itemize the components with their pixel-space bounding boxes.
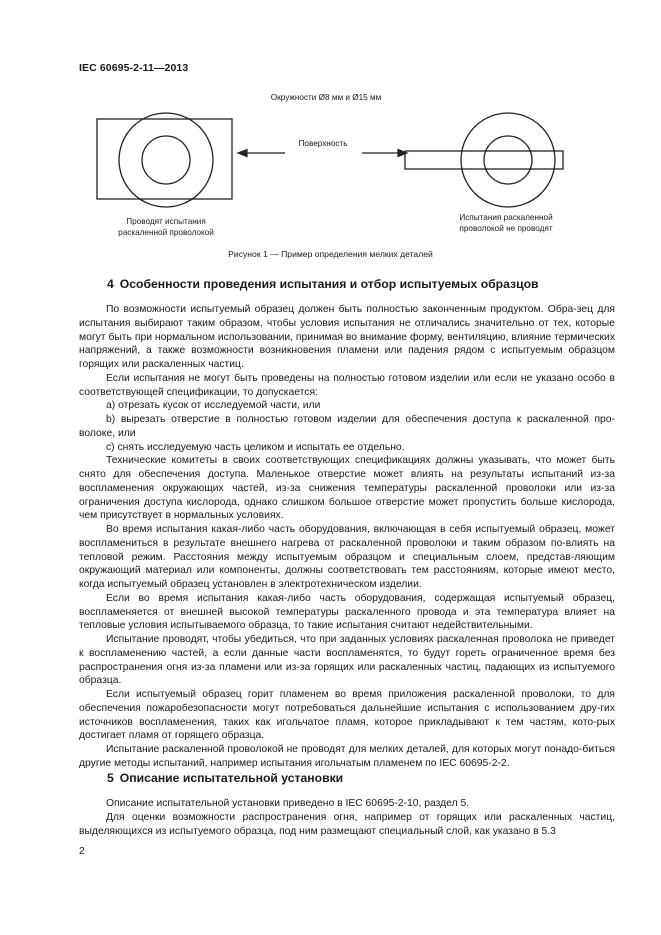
right-outer-circle [461, 113, 555, 207]
figure-left-label-line1: Проводят испытания [126, 217, 206, 226]
section-4-title: Особенности проведения испытания и отбор испытуемых образцов [119, 277, 539, 291]
figure-left-label-line2: раскаленной проволокой [118, 228, 214, 237]
figure-surface-label: Поверхность [298, 139, 348, 148]
paragraph: Испытание проводят, чтобы убедиться, что при заданных условиях раскаленная проволока не приведет к воспламенению частей, а если данные части воспламенятся, то будут гореть ограниченное время без распространения огня из-за пламени или из-за горящих или раскаленных частиц, падающих из испытуемого образца. [79, 634, 615, 687]
arrow-right [362, 150, 407, 157]
list-item: b) вырезать отверстие в полностью готовом изделии для обеспечения доступа к раскаленной про-волоке, или [79, 414, 615, 439]
paragraph: Если испытуемый образец горит пламенем во время приложения раскаленной проволоки, то для обеспечения пожаробезопасности могут потребоваться дальнейшие испытания с использованием дру-гих источников воспламенения, таких как игольчатое пламя, которое прикладывают к тем частям, кото-рых достигает пламя от горящего образца. [79, 689, 615, 742]
paragraph: Описание испытательной установки приведено в IEC 60695-2-10, раздел 5. [106, 798, 470, 809]
left-outer-circle [119, 113, 213, 207]
section-4-body [79, 303, 615, 771]
arrow-left [238, 150, 285, 157]
figure-right-label-line2: проволокой не проводят [459, 224, 553, 233]
section-5-title: Описание испытательной установки [119, 771, 344, 785]
left-inner-circle [142, 136, 190, 184]
paragraph: Если испытания не могут быть проведены на полностью готовом изделии или если не указано особо в соответствующей спецификации, то допускается: [79, 372, 615, 398]
section-5-heading [107, 771, 343, 785]
paragraph: По возможности испытуемый образец должен быть полностью законченным продуктом. Обра-зец для испытания выбирают таким образом, чтобы условия испытания не отличались значительно от тех, которые могут быть при нормальном использовании, принимая во внимание форму, вентиляцию, влияние термических напряжений, а также возможности возникновения пламени или падения рядом с испытуемым образцом горящих или раскаленных частиц. [79, 304, 615, 370]
figure-caption: Рисунок 1 — Пример определения мелких деталей [228, 249, 433, 259]
section-4-number: 4 [107, 277, 114, 291]
figure-left-label [96, 216, 236, 238]
paragraph: Во время испытания какая-либо часть оборудования, включающая в себя испытуемый образец, может воспламениться в результате внешнего нагрева от раскаленной проволоки и таким образом по-влиять на тепловой режим. Расстояния между испытуемым образцом и специальным слоем, представ-ляющим окружающий материал или компоненты, должны соответствовать тем расстояниям, которые имеют место, когда испытуемый образец установлен в электротехническом изделии. [79, 524, 615, 590]
figure-right-label-line1: Испытания раскаленной [459, 213, 553, 222]
paragraph: Испытание раскаленной проволокой не проводят для мелких деталей, для которых могут понадо-биться другие методы испытаний, например испытания игольчатым пламенем по IEC 60695-2-2. [79, 744, 615, 769]
paragraph: Если во время испытания какая-либо часть оборудования, содержащая испытуемый образец, воспламеняется от внешней высокой температуры раскаленного провода и эта температура влияет на тепловые условия испытываемого образца, то такие испытания считают недействительными. [79, 592, 615, 632]
list-item: a) отрезать кусок от исследуемой части, или [106, 400, 321, 412]
section-5-number: 5 [107, 771, 114, 785]
right-inner-circle [484, 136, 532, 184]
document-header: IEC 60695-2-11—2013 [79, 62, 189, 74]
paragraph: Для оценки возможности распространения огня, например от горящих или раскаленных частиц, выделяющихся из испытуемого образца, под ним размещают специальный слой, как указано в 5.3 [79, 811, 615, 837]
page-number: 2 [79, 845, 85, 857]
list-item: c) снять исследуемую часть целиком и испытать ее отдельно. [106, 441, 405, 453]
section-5-body [79, 797, 615, 838]
figure-top-label: Окружности Ø8 мм и Ø15 мм [270, 93, 382, 102]
figure-right-label [436, 212, 576, 234]
section-4-heading [107, 277, 539, 291]
left-surface-rect [97, 119, 232, 199]
paragraph: Технические комитеты в своих соответствующих спецификациях должны указывать, что может быть снято для обеспечения доступа. Маленькое отверстие может влиять на результаты испытаний из-за воспламенения окружающих частей, из-за снижения температуры раскаленной проволоки или из-за ограничения доступа кислорода, однако слишком большое отверстие может пропустить больше кислорода, чем присутствует в нормальных условиях. [79, 455, 615, 522]
